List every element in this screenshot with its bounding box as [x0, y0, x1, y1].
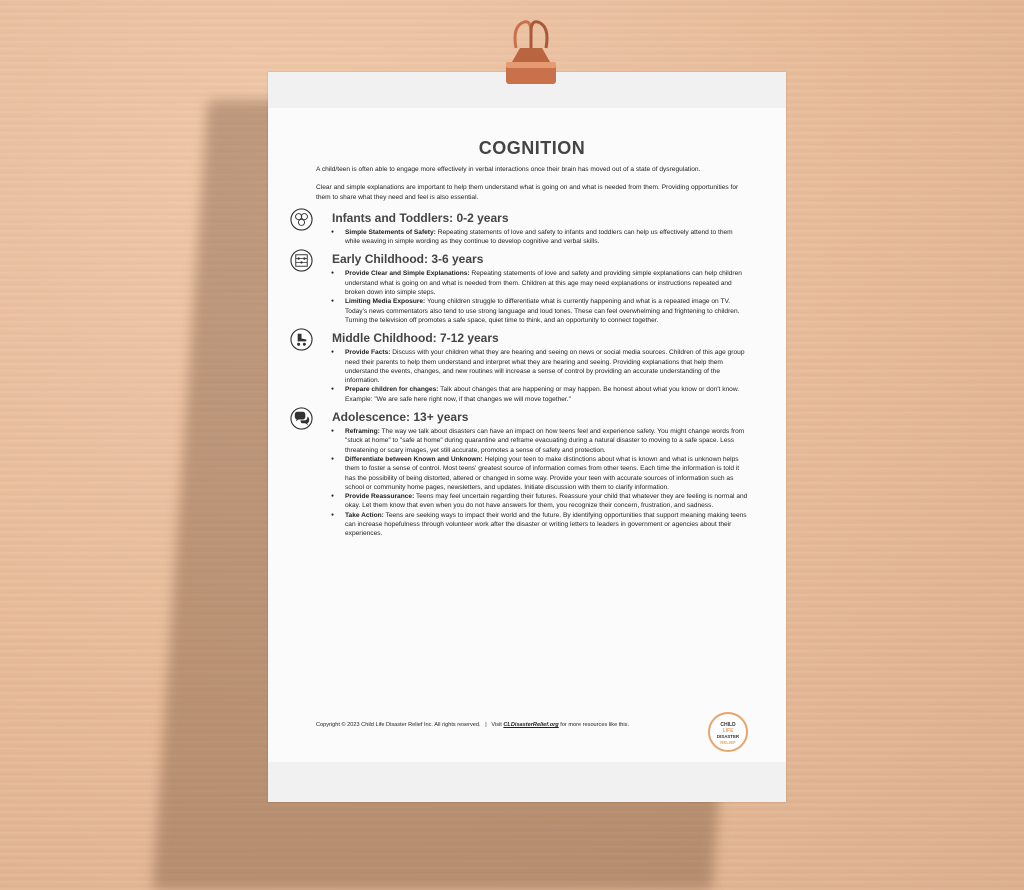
item-term: Prepare children for changes:	[345, 386, 439, 394]
item-text: Teens are seeking ways to impact their world and the future. By identifying opportunities that support meaning making teens can increase hopefulness through volunteer work after the disaster or writing letters to leaders in government or agencies about their experiences.	[345, 511, 747, 538]
list-item	[345, 492, 748, 511]
section-infants	[316, 211, 748, 247]
footer-website-link[interactable]: CLDisasterRelief.org	[503, 722, 559, 728]
list-item	[345, 269, 748, 297]
item-term: Provide Facts:	[345, 349, 391, 357]
logo-line-4: RELIEF	[720, 740, 736, 745]
binder-clip-icon	[498, 18, 564, 93]
logo-line-3: DISASTER	[716, 734, 740, 739]
section-heading: Infants and Toddlers: 0-2 years	[332, 210, 509, 225]
list-item	[345, 511, 748, 539]
item-term: Simple Statements of Safety:	[345, 228, 436, 236]
chat-bubbles-icon	[290, 407, 313, 430]
page-title: COGNITION	[478, 138, 586, 158]
item-text: Teens may feel uncertain regarding their futures. Reassure your child that whatever they are feeling is normal and okay. Let them know that even when you do not have answers for them, you recognize their concern, frustration, and sadness.	[345, 493, 748, 510]
footer-separator: |	[485, 722, 487, 728]
section-heading: Early Childhood: 3-6 years	[332, 252, 484, 267]
item-text: Repeating statements of love and safety and providing simple explanations can help children understand what is going on and what is needed from them. Children at this age may need explanations or instructions repeated and broken down into simple steps.	[345, 270, 742, 297]
item-term: Provide Clear and Simple Explanations:	[345, 270, 470, 278]
bullet-list	[316, 228, 748, 247]
list-item	[345, 427, 748, 455]
item-text: Repeating statements of love and safety to infants and toddlers can help us effectively attend to them while weaving in simple wording as they continue to develop cognitive and verbal skills.	[345, 228, 733, 246]
bullet-list	[316, 348, 748, 404]
document-sheet	[268, 72, 786, 802]
bullet-list	[316, 269, 748, 325]
list-item	[345, 348, 748, 385]
item-text: The way we talk about disasters can have an impact on how teens feel and experience safety. You might change words from "stuck at home" to "safe at home" during quarantine and reframe evacuating during a natural disaster to moving to a safe space. Less threatening or scary images, yet still accurate, promotes a sense of safety and protection.	[345, 428, 745, 454]
list-item	[345, 297, 748, 325]
paper-bottom-band	[268, 762, 786, 802]
child-life-disaster-relief-logo	[708, 712, 748, 752]
logo-line-1: CHILD	[720, 722, 736, 728]
bullet-list	[316, 427, 748, 539]
abacus-icon	[290, 249, 313, 272]
item-text: Helping your teen to make distinctions about what is known and what is unknown helps them to foster a sense of control. Most teens' greatest source of information comes from other teens. Each time the information is told it has the possibility of being distorted, altered or changed in some way. Provide your teen with accurate sources of information such as school or community home pages, newsletters, and updates. Initiate discussion with them to clarify information.	[345, 455, 740, 491]
roller-skate-icon	[290, 328, 313, 351]
item-term: Differentiate between Known and Unknown:	[345, 455, 483, 463]
footer-tail: for more resources like this.	[560, 722, 629, 728]
item-term: Provide Reassurance:	[345, 493, 415, 501]
intro-paragraph-2: Clear and simple explanations are important to help them understand what is going on and what is needed from them. Providing opportunities for them to share what they need and feel is also essential.	[316, 184, 739, 201]
section-middle-childhood	[316, 331, 748, 404]
item-text: Discuss with your children what they are hearing and seeing on news or social media sources. Children of this age group need their parents to help them understand and interpret what they are hearing and seeing. Providing explanations that help them understand the events, changes, and new routines will increase a sense of control by providing an accurate understanding of the information.	[345, 349, 745, 385]
item-term: Take Action:	[345, 511, 384, 519]
section-early-childhood	[316, 252, 748, 325]
item-term: Reframing:	[345, 428, 380, 436]
item-text: Young children struggle to differentiate what is currently happening and what is a repeated image on TV. Today's news commentators also tend to use strong language and loud tones. These can feel overwhelming and frightening to children. Turning the television off promotes a safe space, quiet time to think, and an opportunity to connect together.	[345, 298, 740, 324]
item-term: Limiting Media Exposure:	[345, 298, 426, 306]
footer-copyright: Copyright © 2023 Child Life Disaster Relief Inc. All rights reserved.	[316, 722, 481, 728]
footer	[316, 722, 748, 728]
item-text: Talk about changes that are happening or may happen. Be honest about what you know or don't know. Example: "We are safe here right now, if that changes we will move together."	[345, 386, 740, 403]
list-item	[345, 228, 748, 247]
section-adolescence	[316, 410, 748, 539]
section-heading: Middle Childhood: 7-12 years	[332, 331, 499, 346]
intro-paragraph-1: A child/teen is often able to engage more effectively in verbal interactions once their brain has moved out of a state of dysregulation.	[316, 166, 701, 173]
footer-visit: Visit	[491, 722, 502, 728]
document-content	[316, 138, 748, 545]
list-item	[345, 385, 748, 404]
logo-line-2: LIFE	[722, 728, 734, 734]
list-item	[345, 455, 748, 492]
section-heading: Adolescence: 13+ years	[332, 410, 469, 425]
baby-blocks-icon	[290, 208, 313, 231]
